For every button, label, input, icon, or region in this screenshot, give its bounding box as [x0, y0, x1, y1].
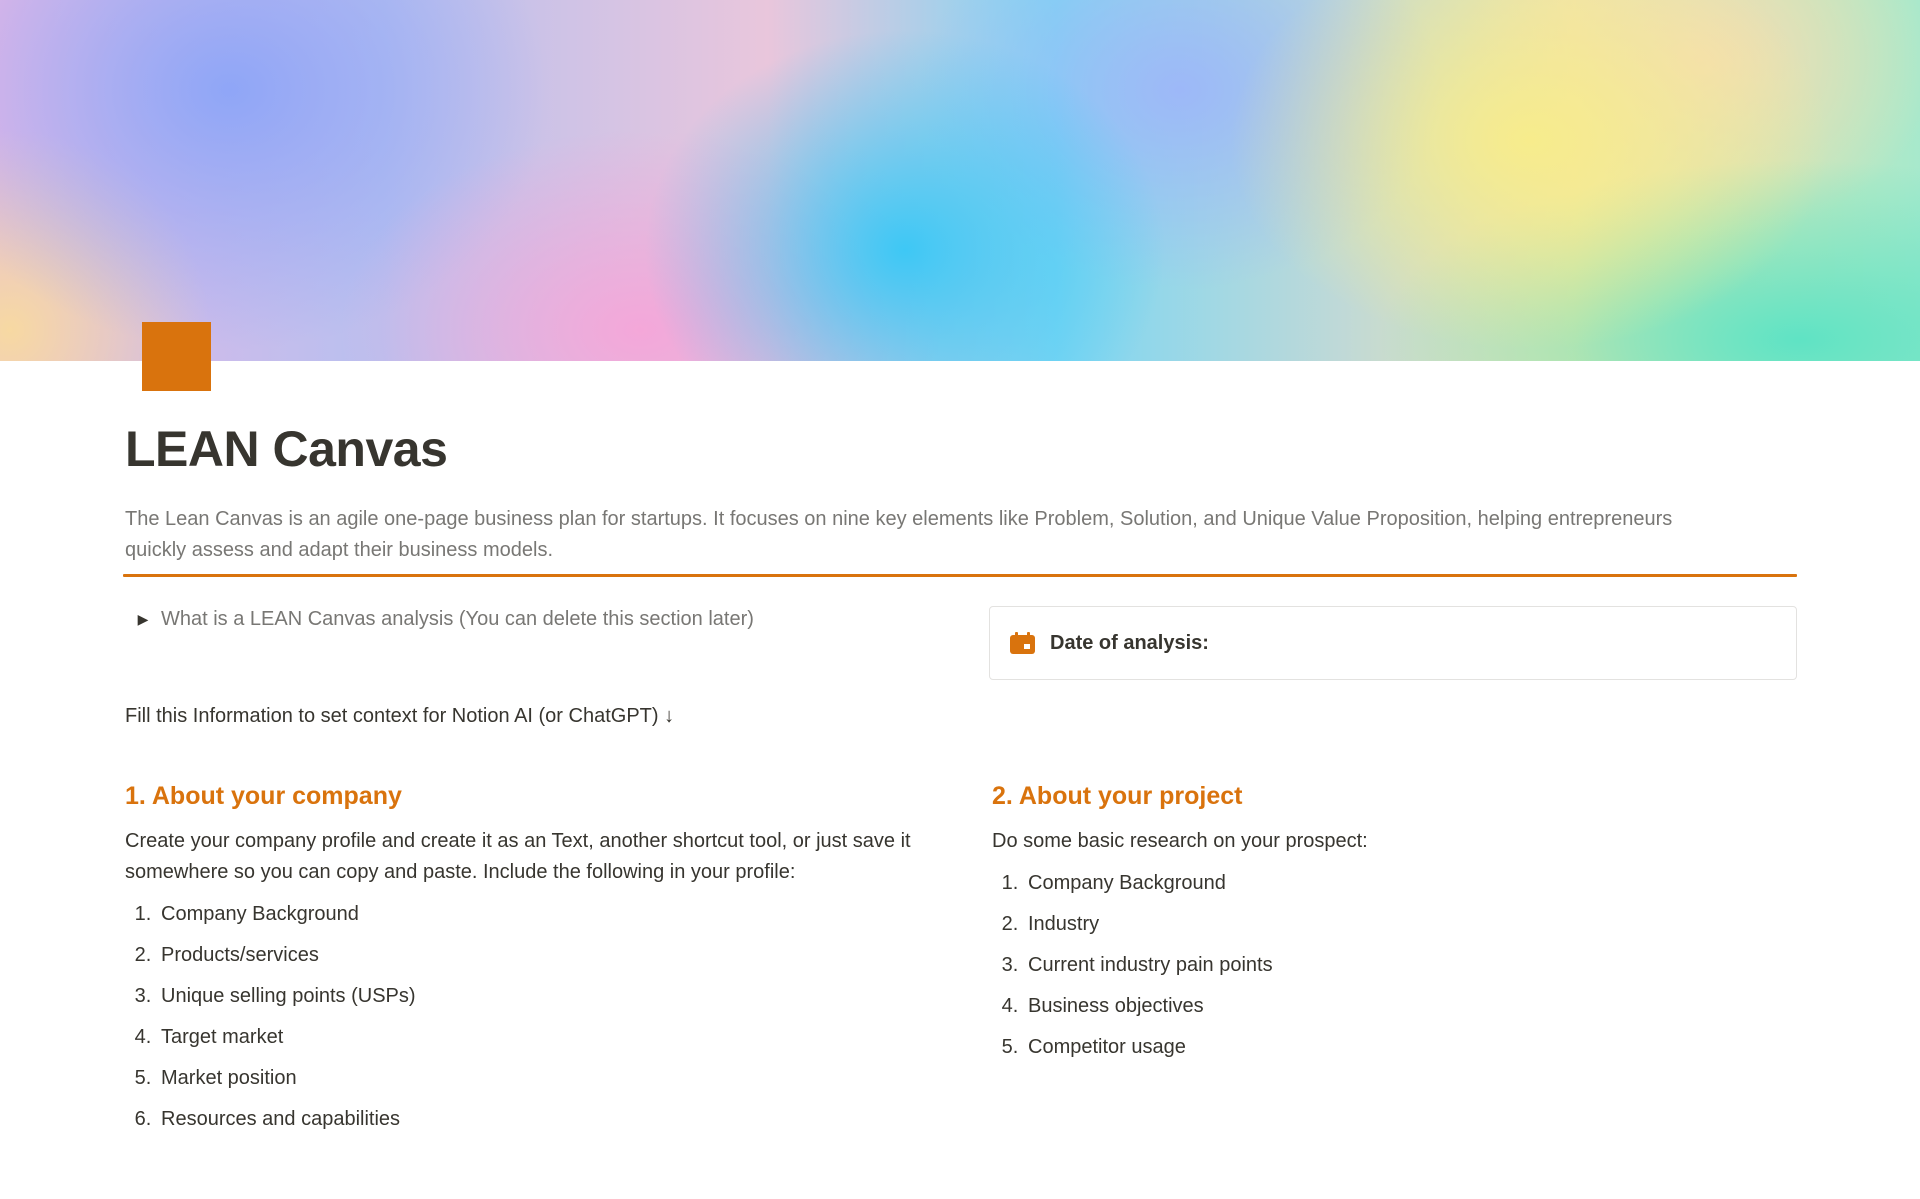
list-number: 2. — [1001, 913, 1019, 935]
list-item-text: Products/services — [161, 944, 319, 966]
project-section-intro[interactable]: Do some basic research on your prospect: — [992, 830, 1368, 852]
list-number: 1. — [1001, 872, 1019, 894]
page-cover[interactable] — [0, 0, 1920, 361]
list-item-text: Resources and capabilities — [161, 1108, 401, 1130]
toggle-label[interactable]: What is a LEAN Canvas analysis (You can delete this section later) — [161, 608, 754, 630]
list-item-text: Unique selling points (USPs) — [161, 985, 416, 1007]
project-section — [992, 778, 1792, 1068]
date-of-analysis-label: Date of analysis: — [1050, 631, 1209, 654]
list-item[interactable] — [992, 986, 1792, 1027]
list-number: 3. — [134, 985, 152, 1007]
list-item[interactable] — [125, 1058, 925, 1099]
toggle-what-is-lean-canvas[interactable] — [125, 608, 754, 631]
list-number: 2. — [134, 944, 152, 966]
list-number: 3. — [1001, 954, 1019, 976]
list-item-text: Industry — [1028, 913, 1100, 935]
list-number: 5. — [1001, 1036, 1019, 1058]
list-item[interactable] — [125, 1099, 925, 1140]
page-title[interactable]: LEAN Canvas — [125, 421, 448, 477]
company-section-heading[interactable]: 1. About your company — [125, 782, 402, 810]
list-item[interactable] — [992, 863, 1792, 904]
list-number: 6. — [134, 1108, 152, 1130]
company-list — [125, 894, 925, 1140]
list-number: 1. — [134, 903, 152, 925]
company-section-intro[interactable]: Create your company profile and create it as an Text, another shortcut tool, or just save it somewhere so you can copy and paste. Include the following in your profile: — [125, 830, 911, 883]
list-item-text: Company Background — [161, 903, 359, 925]
company-section — [125, 778, 925, 1140]
list-item[interactable] — [125, 894, 925, 935]
project-section-heading[interactable]: 2. About your project — [992, 782, 1243, 810]
list-number: 5. — [134, 1067, 152, 1089]
list-item-text: Competitor usage — [1028, 1036, 1186, 1058]
list-item-text: Target market — [161, 1026, 284, 1048]
page-description[interactable]: The Lean Canvas is an agile one-page business plan for startups. It focuses on nine key elements like Problem, Solution, and Unique Value Proposition, helping entrepreneurs quickly assess and adapt their business models. — [125, 508, 1673, 561]
context-instruction[interactable]: Fill this Information to set context for Notion AI (or ChatGPT) ↓ — [125, 705, 675, 727]
orange-square-icon[interactable] — [142, 322, 211, 391]
list-item-text: Business objectives — [1028, 995, 1204, 1017]
list-number: 4. — [134, 1026, 152, 1048]
triangle-right-icon[interactable]: ▶ — [137, 611, 149, 627]
project-list — [992, 863, 1792, 1068]
calendar-icon — [1010, 632, 1035, 654]
list-item-text: Company Background — [1028, 872, 1226, 894]
list-item[interactable] — [125, 935, 925, 976]
date-callout[interactable] — [989, 606, 1797, 680]
divider — [123, 574, 1797, 577]
list-item[interactable] — [992, 1027, 1792, 1068]
list-item-text: Market position — [161, 1067, 297, 1089]
list-item-text: Current industry pain points — [1028, 954, 1273, 976]
list-item[interactable] — [125, 976, 925, 1017]
list-item[interactable] — [992, 904, 1792, 945]
list-item[interactable] — [125, 1017, 925, 1058]
list-number: 4. — [1001, 995, 1019, 1017]
list-item[interactable] — [992, 945, 1792, 986]
